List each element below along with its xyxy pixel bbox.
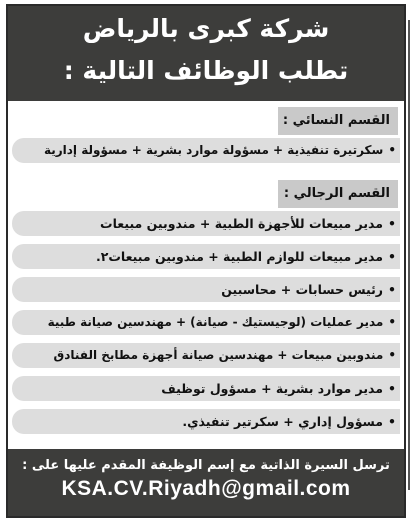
job-row [12, 343, 400, 368]
job-advertisement [6, 4, 406, 518]
job-text: مندوبين مبيعات + مهندسين صيانة أجهزة مطابخ الفنادق [53, 348, 384, 362]
male-section-title: القسم الرجالي : [278, 180, 398, 208]
bullet-icon: • [388, 282, 396, 297]
ad-footer [8, 449, 404, 516]
page-edge-divider [408, 20, 410, 490]
job-text: مدير عمليات (لوجيستيك - صيانة) + مهندسين صيانة طبية [47, 315, 384, 329]
bullet-icon: • [388, 414, 396, 429]
job-row [12, 244, 400, 269]
bullet-icon: • [388, 348, 396, 362]
ad-header [8, 6, 404, 101]
bullet-icon: • [388, 216, 396, 231]
job-text: سكرتيرة تنفيذية + مسؤولة موارد بشرية + مسؤولة إدارية [43, 143, 384, 157]
female-section-title: القسم النسائي : [278, 107, 398, 135]
bullet-icon: • [388, 315, 396, 329]
bullet-icon: • [388, 143, 396, 157]
job-text: مدير مبيعات للوازم الطبية + مندوبين مبيعات٢. [95, 249, 383, 264]
job-row [12, 409, 400, 434]
bullet-icon: • [388, 249, 396, 264]
job-row [12, 138, 400, 163]
bullet-icon: • [388, 381, 396, 396]
job-text: مسؤول إداري + سكرتير تنفيذي. [182, 414, 383, 429]
apply-instruction: ترسل السيرة الذاتية مع إسم الوظيفة المقدم عليها على : [22, 458, 390, 473]
job-row [12, 211, 400, 236]
jobs-heading: تطلب الوظائف التالية : [63, 56, 349, 85]
job-row [12, 277, 400, 302]
job-row [12, 376, 400, 401]
job-text: رئيس حسابات + محاسبين [221, 282, 383, 297]
job-text: مدير مبيعات للأجهزة الطبية + مندوبين مبيعات [100, 216, 383, 231]
job-row [12, 310, 400, 335]
contact-email[interactable]: KSA.CV.Riyadh@gmail.com [61, 477, 351, 500]
job-text: مدير موارد بشرية + مسؤول توظيف [161, 381, 383, 396]
company-heading: شركة كبرى بالرياض [82, 14, 330, 43]
